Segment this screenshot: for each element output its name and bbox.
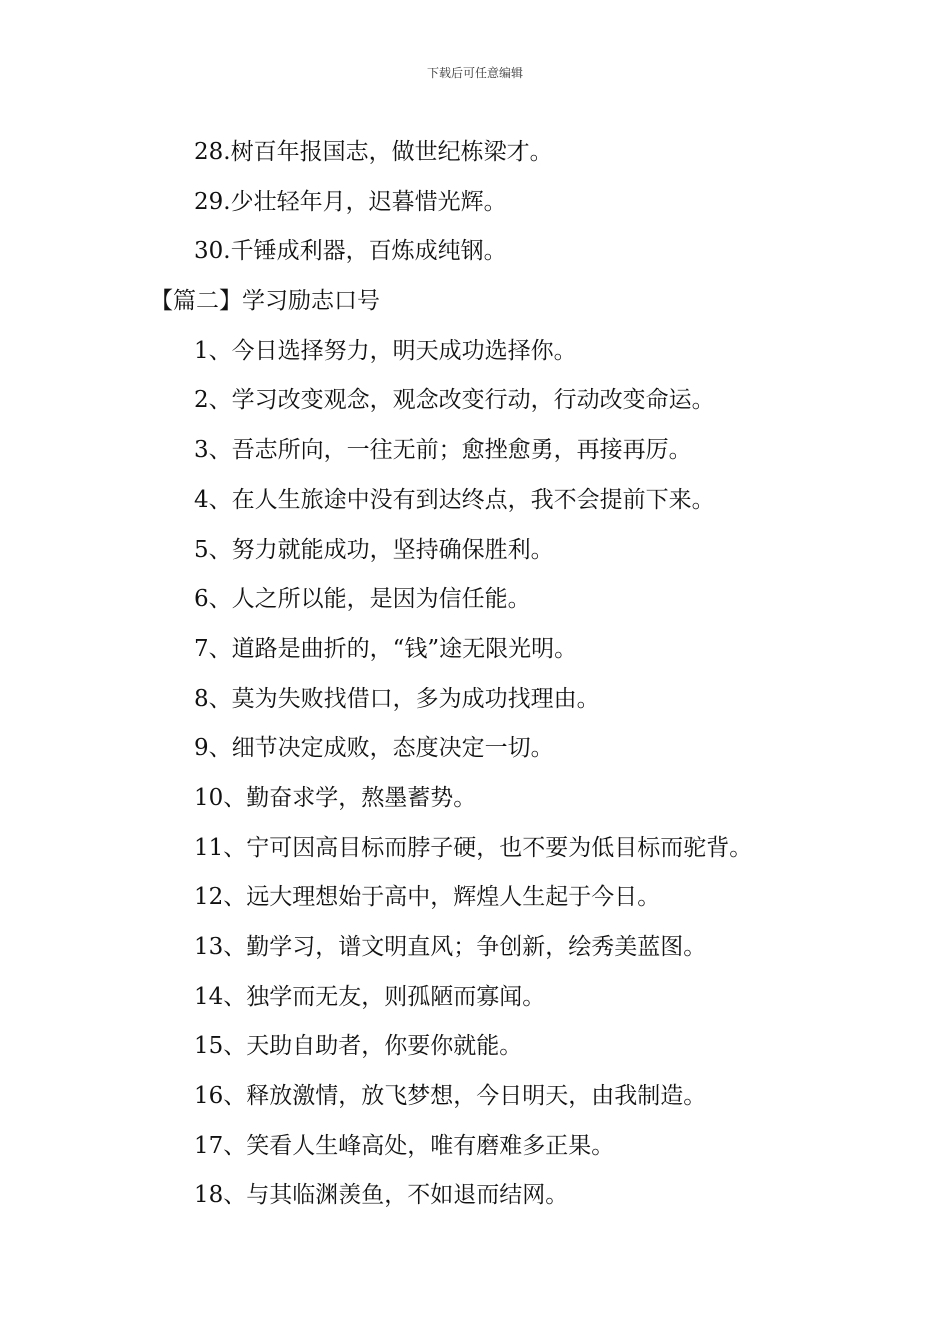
list-item: 28.树百年报国志，做世纪栋梁才。 <box>194 139 553 165</box>
list-item: 5、努力就能成功，坚持确保胜利。 <box>194 536 554 563</box>
list-item: 2、学习改变观念，观念改变行动，行动改变命运。 <box>194 387 715 414</box>
list-item: 13、勤学习，谱文明直风；争创新，绘秀美蓝图。 <box>194 934 707 960</box>
list-item: 17、笑看人生峰高处，唯有磨难多正果。 <box>194 1132 615 1159</box>
list-item: 12、远大理想始于高中，辉煌人生起于今日。 <box>194 884 661 911</box>
header-note: 下载后可任意编辑 <box>426 66 523 80</box>
list-item: 7、道路是曲折的，“钱”途无限光明。 <box>194 635 578 662</box>
list-item: 3、吾志所向，一往无前；愈挫愈勇，再接再厉。 <box>194 437 692 464</box>
list-item: 11、宁可因高目标而脖子硬，也不要为低目标而驼背。 <box>194 834 753 861</box>
list-item: 9、细节决定成败，态度决定一切。 <box>194 735 554 762</box>
list-item: 29.少壮轻年月，迟暮惜光辉。 <box>194 188 507 215</box>
list-item: 16、释放激情，放飞梦想，今日明天，由我制造。 <box>194 1083 707 1110</box>
list-item: 4、在人生旅途中没有到达终点，我不会提前下来。 <box>194 486 715 513</box>
list-item: 14、独学而无友，则孤陋而寡闻。 <box>194 983 546 1010</box>
list-item: 6、人之所以能，是因为信任能。 <box>194 586 531 613</box>
list-item: 1、今日选择努力，明天成功选择你。 <box>194 337 577 364</box>
list-item: 30.千锤成利器，百炼成纯钢。 <box>194 238 507 265</box>
section-heading: 【篇二】学习励志口号 <box>150 288 380 315</box>
list-item: 10、勤奋求学，熬墨蓄势。 <box>194 784 477 811</box>
list-item: 15、天助自助者，你要你就能。 <box>194 1033 523 1060</box>
list-item: 8、莫为失败找借口，多为成功找理由。 <box>194 685 600 712</box>
document-body <box>0 128 950 1221</box>
list-item: 18、与其临渊羡鱼，不如退而结网。 <box>194 1182 569 1209</box>
